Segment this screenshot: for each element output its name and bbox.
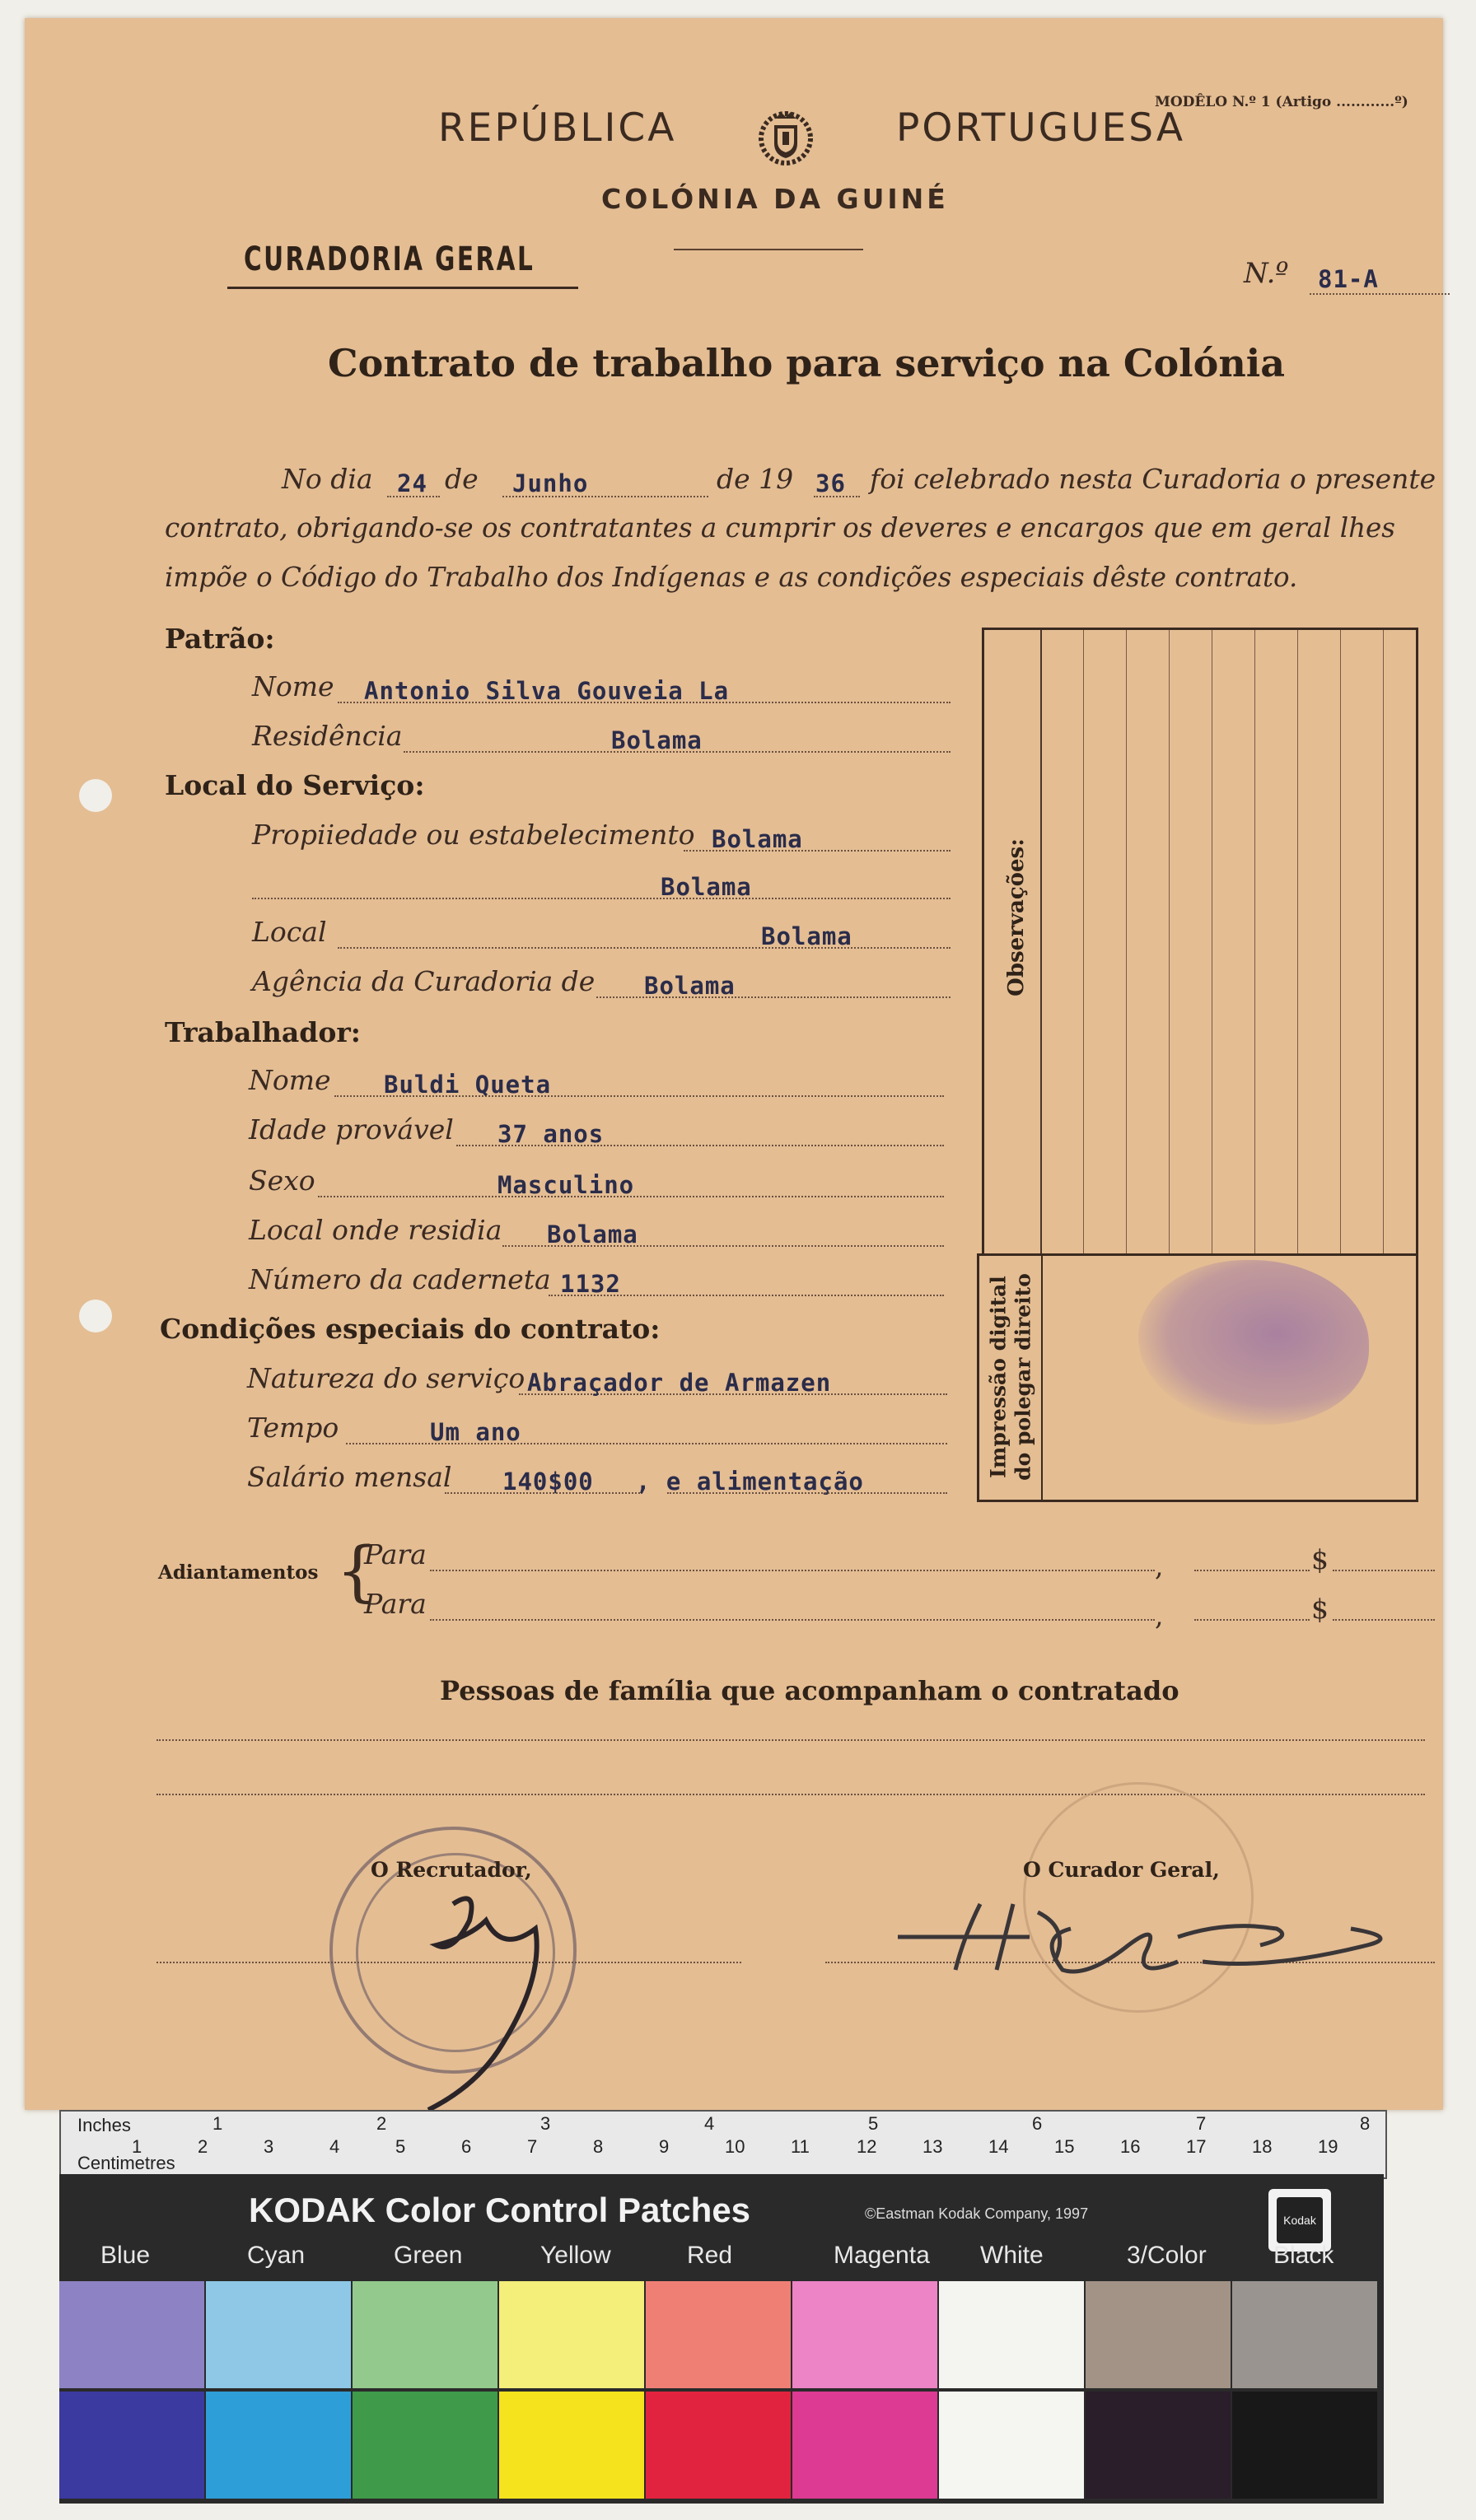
kodak-patch-top-6 (792, 2281, 937, 2388)
para-2-currency: $ (1311, 1593, 1329, 1625)
model-number: MODÊLO N.º 1 (Artigo ............º) (1155, 94, 1408, 110)
ruler-cm-label: Centimetres (77, 2153, 175, 2173)
adiantamentos-label: Adiantamentos (158, 1561, 319, 1584)
kodak-label-green: Green (394, 2242, 463, 2269)
kodak-label-blue: Blue (100, 2242, 151, 2269)
propriedade-value: Bolama (712, 825, 803, 853)
document-title: Contrato de trabalho para serviço na Colónia (328, 341, 1286, 385)
ruler-cm-18: 18 (1252, 2136, 1273, 2157)
kodak-patch-top-7 (939, 2281, 1084, 2388)
ruler-cm-11: 11 (791, 2136, 810, 2157)
local-line (338, 947, 951, 949)
residia-label: Local onde residia (249, 1214, 502, 1246)
kodak-label-3color: 3/Color (1127, 2242, 1207, 2269)
impressao-label-1: Impressão digital (986, 1276, 1011, 1478)
sexo-value: Masculino (497, 1171, 635, 1199)
residia-value: Bolama (547, 1220, 638, 1248)
para-2-comma: , (1155, 1599, 1164, 1631)
impressao-label-2: do polegar direito (1011, 1273, 1035, 1481)
office-underline (227, 287, 578, 289)
intro-no-dia: No dia (282, 463, 373, 495)
kodak-patch-top-1 (59, 2281, 204, 2388)
natureza-label: Natureza do serviço (247, 1362, 525, 1394)
familia-line-1 (156, 1739, 1425, 1741)
ruler-cm-1: 1 (132, 2136, 142, 2157)
intro-line-2: contrato, obrigando-se os contratantes a cumprir os deveres e encargos que em geral lhes (165, 512, 1395, 544)
patrao-heading: Patrão: (165, 623, 275, 655)
kodak-patch-top-4 (499, 2281, 644, 2388)
recrutador-signature-icon (379, 1855, 593, 2118)
para-1-amount-line (1194, 1570, 1310, 1571)
ruler-cm-6: 6 (461, 2136, 472, 2157)
intro-de19: de 19 (717, 463, 794, 495)
kodak-label-cyan: Cyan (247, 2242, 306, 2269)
trab-nome-value: Buldi Queta (384, 1071, 552, 1099)
local-label: Local (252, 916, 327, 948)
para-1-currency: $ (1311, 1543, 1329, 1575)
ruler-inch-4: 4 (704, 2113, 715, 2134)
alimentacao-value: , e alimentação (636, 1468, 864, 1496)
kodak-label-white: White (980, 2242, 1044, 2269)
curador-signature-icon (890, 1888, 1400, 1995)
kodak-patch-bottom-6 (792, 2392, 937, 2499)
coat-of-arms-icon (754, 100, 817, 171)
local-servico-heading: Local do Serviço: (165, 769, 425, 801)
number-value: 81-A (1318, 265, 1379, 293)
kodak-patch-bottom-8 (1086, 2392, 1231, 2499)
kodak-patch-bottom-2 (206, 2392, 351, 2499)
intro-de: de (445, 463, 479, 495)
kodak-color-control (59, 2174, 1384, 2504)
kodak-patch-top-9 (1232, 2281, 1377, 2388)
ruler-cm-14: 14 (988, 2136, 1009, 2157)
trabalhador-heading: Trabalhador: (165, 1016, 361, 1048)
ruler-cm-2: 2 (198, 2136, 208, 2157)
punch-hole-bottom (79, 1300, 112, 1332)
para-1-label: Para (364, 1538, 427, 1570)
salario-label: Salário mensal (247, 1461, 452, 1493)
ruler-inch-7: 7 (1196, 2113, 1207, 2134)
agencia-value: Bolama (644, 972, 736, 1000)
kodak-logo-text: Kodak (1277, 2197, 1323, 2243)
adiantamentos-brace: { (336, 1533, 378, 1609)
para-2-label: Para (364, 1588, 427, 1620)
ruler-cm-17: 17 (1186, 2136, 1207, 2157)
kodak-patch-bottom-3 (353, 2392, 497, 2499)
propriedade-value-2: Bolama (661, 873, 752, 901)
kodak-label-red: Red (687, 2242, 733, 2269)
ruler-inch-8: 8 (1360, 2113, 1371, 2134)
ruler-cm-12: 12 (857, 2136, 877, 2157)
observacoes-box (982, 628, 1418, 1267)
ruler-cm-16: 16 (1120, 2136, 1141, 2157)
patrao-residencia-value: Bolama (611, 726, 703, 754)
ruler-cm-19: 19 (1318, 2136, 1338, 2157)
kodak-title: KODAK Color Control Patches (249, 2191, 751, 2229)
number-label: N.º (1244, 257, 1289, 290)
ruler-cm-4: 4 (329, 2136, 340, 2157)
ruler-inch-3: 3 (540, 2113, 551, 2134)
intro-rest: foi celebrado nesta Curadoria o presente (870, 463, 1436, 495)
ruler-inch-2: 2 (376, 2113, 387, 2134)
natureza-value: Abraçador de Armazen (527, 1369, 832, 1397)
curador-label: O Curador Geral, (1023, 1858, 1220, 1882)
intro-day: 24 (397, 469, 427, 497)
familia-title: Pessoas de família que acompanham o contratado (440, 1675, 1179, 1706)
republic-left: REPÚBLICA (438, 105, 677, 151)
kodak-label-magenta: Magenta (834, 2242, 930, 2269)
ruler-inch-1: 1 (213, 2113, 223, 2134)
colony-name: COLÓNIA DA GUINÉ (601, 183, 949, 215)
caderneta-label: Número da caderneta (249, 1263, 551, 1295)
intro-line-3: impõe o Código do Trabalho dos Indígenas e as condições especiais dêste contrato. (165, 562, 1298, 593)
ruler-cm-8: 8 (593, 2136, 604, 2157)
number-line (1310, 293, 1450, 295)
document-paper (25, 18, 1443, 2110)
year-line (814, 496, 860, 497)
kodak-patch-top-8 (1086, 2281, 1231, 2388)
republic-right: PORTUGUESA (896, 105, 1186, 151)
observacoes-label: Observações: (1004, 838, 1029, 996)
intro-year: 36 (815, 469, 846, 497)
para-1-comma: , (1155, 1550, 1164, 1582)
day-line (387, 496, 440, 497)
kodak-label-black: Black (1273, 2242, 1334, 2269)
propriedade-line-2 (252, 898, 951, 899)
ruler-inch-6: 6 (1032, 2113, 1043, 2134)
ruler-cm-3: 3 (264, 2136, 274, 2157)
para-2-cents-line (1333, 1619, 1435, 1621)
intro-month: Junho (512, 469, 589, 497)
idade-label: Idade provável (249, 1113, 454, 1146)
propriedade-label: Propiiedade ou estabelecimento (252, 819, 695, 851)
para-1-cents-line (1333, 1570, 1435, 1571)
tempo-label: Tempo (247, 1412, 339, 1444)
kodak-copyright: ©Eastman Kodak Company, 1997 (865, 2205, 1089, 2222)
punch-hole-top (79, 779, 112, 812)
para-1-line (430, 1570, 1155, 1571)
familia-line-2 (156, 1794, 1425, 1795)
month-line (502, 496, 708, 497)
kodak-patch-bottom-4 (499, 2392, 644, 2499)
para-2-amount-line (1194, 1619, 1310, 1621)
ruler-cm-9: 9 (659, 2136, 670, 2157)
kodak-patch-top-3 (353, 2281, 497, 2388)
patrao-residencia-label: Residência (252, 720, 403, 752)
trab-nome-label: Nome (249, 1064, 331, 1096)
kodak-patch-bottom-7 (939, 2392, 1084, 2499)
idade-value: 37 anos (497, 1120, 605, 1148)
header-divider (674, 249, 863, 250)
kodak-label-yellow: Yellow (540, 2242, 611, 2269)
kodak-patch-top-5 (646, 2281, 791, 2388)
agencia-label: Agência da Curadoria de (252, 965, 596, 997)
ruler-inches-label: Inches (77, 2115, 131, 2135)
patrao-nome-value: Antonio Silva Gouveia La (364, 677, 730, 705)
salario-value: 140$00 (502, 1468, 594, 1496)
measurement-ruler (59, 2110, 1387, 2179)
ruler-cm-15: 15 (1054, 2136, 1075, 2157)
patrao-nome-label: Nome (252, 670, 334, 702)
kodak-patch-bottom-1 (59, 2392, 204, 2499)
para-2-line (430, 1619, 1155, 1621)
local-value: Bolama (761, 922, 852, 950)
kodak-patch-top-2 (206, 2281, 351, 2388)
ruler-cm-13: 13 (922, 2136, 943, 2157)
sexo-label: Sexo (249, 1164, 315, 1197)
office-name: CURADORIA GERAL (244, 240, 535, 278)
alimentacao-line (667, 1492, 947, 1494)
ruler-cm-5: 5 (395, 2136, 406, 2157)
ruler-cm-7: 7 (527, 2136, 538, 2157)
kodak-patch-bottom-9 (1232, 2392, 1377, 2499)
kodak-patch-bottom-5 (646, 2392, 791, 2499)
recrutador-label: O Recrutador, (371, 1858, 532, 1882)
ruler-cm-10: 10 (725, 2136, 745, 2157)
tempo-value: Um ano (430, 1418, 521, 1446)
condicoes-heading: Condições especiais do contrato: (160, 1313, 661, 1345)
caderneta-value: 1132 (560, 1270, 621, 1298)
ruler-inch-5: 5 (868, 2113, 879, 2134)
